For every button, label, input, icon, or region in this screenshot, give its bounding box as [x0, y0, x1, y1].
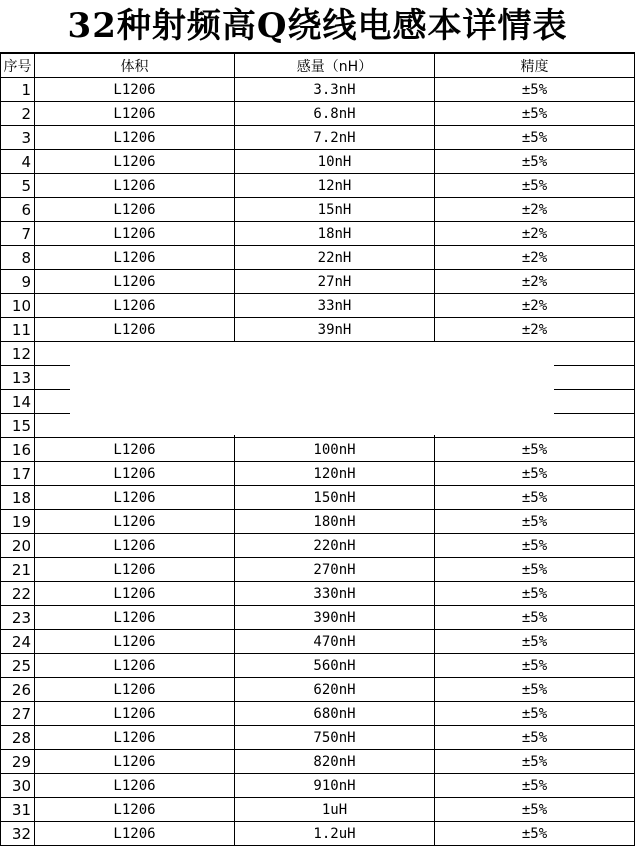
header-index: 序号 [1, 54, 35, 78]
row-inductance: 750nH [235, 726, 435, 750]
row-inductance: 270nH [235, 558, 435, 582]
table-row [1, 294, 635, 318]
table-row [1, 630, 635, 654]
row-inductance: 33nH [235, 294, 435, 318]
table-row [1, 654, 635, 678]
row-size: L1206 [35, 150, 235, 174]
row-size: L1206 [35, 102, 235, 126]
row-index: 16 [1, 438, 35, 462]
table-row [1, 246, 635, 270]
table-row [1, 702, 635, 726]
row-inductance: 330nH [235, 582, 435, 606]
row-tolerance: ±5% [435, 126, 635, 150]
row-tolerance: ±5% [435, 798, 635, 822]
row-size: L1206 [35, 774, 235, 798]
row-size: L1206 [35, 126, 235, 150]
row-size: L1206 [35, 486, 235, 510]
row-size: L1206 [35, 510, 235, 534]
table-row [1, 150, 635, 174]
row-index: 29 [1, 750, 35, 774]
row-index: 9 [1, 270, 35, 294]
row-tolerance: ±5% [435, 558, 635, 582]
row-inductance: 1.2uH [235, 822, 435, 846]
row-tolerance: ±5% [435, 750, 635, 774]
table-row [1, 198, 635, 222]
row-tolerance: ±5% [435, 582, 635, 606]
row-tolerance: ±5% [435, 774, 635, 798]
row-size: L1206 [35, 726, 235, 750]
row-tolerance: ±5% [435, 102, 635, 126]
table-row [1, 534, 635, 558]
row-index: 12 [1, 342, 35, 366]
row-inductance: 7.2nH [235, 126, 435, 150]
row-size: L1206 [35, 798, 235, 822]
row-inductance: 620nH [235, 678, 435, 702]
row-tolerance: ±5% [435, 726, 635, 750]
row-size: L1206 [35, 438, 235, 462]
row-tolerance: ±5% [435, 606, 635, 630]
row-index: 25 [1, 654, 35, 678]
row-size: L1206 [35, 78, 235, 102]
table-row [1, 438, 635, 462]
table-row [1, 126, 635, 150]
row-inductance: 390nH [235, 606, 435, 630]
inductor-table [0, 53, 635, 846]
row-index: 8 [1, 246, 35, 270]
row-size: L1206 [35, 462, 235, 486]
row-inductance: 27nH [235, 270, 435, 294]
row-index: 32 [1, 822, 35, 846]
row-index: 15 [1, 414, 35, 438]
row-inductance: 12nH [235, 174, 435, 198]
table-row [1, 558, 635, 582]
row-index: 22 [1, 582, 35, 606]
table-row [1, 750, 635, 774]
table-row [1, 678, 635, 702]
row-tolerance: ±5% [435, 174, 635, 198]
row-size: L1206 [35, 246, 235, 270]
row-inductance: 22nH [235, 246, 435, 270]
row-index: 24 [1, 630, 35, 654]
row-tolerance: ±5% [435, 822, 635, 846]
table-row [1, 318, 635, 342]
row-size: L1206 [35, 174, 235, 198]
table-row [1, 510, 635, 534]
row-tolerance: ±5% [435, 678, 635, 702]
row-size: L1206 [35, 198, 235, 222]
row-tolerance: ±5% [435, 462, 635, 486]
row-index: 30 [1, 774, 35, 798]
row-tolerance: ±5% [435, 534, 635, 558]
row-inductance: 3.3nH [235, 78, 435, 102]
table-row [1, 606, 635, 630]
row-tolerance: ±2% [435, 318, 635, 342]
row-index: 21 [1, 558, 35, 582]
table-row [1, 222, 635, 246]
table-row [1, 774, 635, 798]
table-row [1, 822, 635, 846]
table-row [1, 78, 635, 102]
row-index: 10 [1, 294, 35, 318]
row-size: L1206 [35, 822, 235, 846]
row-size: L1206 [35, 270, 235, 294]
row-index: 13 [1, 366, 35, 390]
row-size: L1206 [35, 750, 235, 774]
row-inductance: 10nH [235, 150, 435, 174]
table-header-row [1, 54, 635, 78]
row-size: L1206 [35, 222, 235, 246]
row-tolerance: ±5% [435, 510, 635, 534]
table-row [1, 102, 635, 126]
row-index: 31 [1, 798, 35, 822]
table-row [1, 462, 635, 486]
row-tolerance: ±2% [435, 198, 635, 222]
row-tolerance: ±5% [435, 654, 635, 678]
table-row [1, 726, 635, 750]
header-size: 体积 [35, 54, 235, 78]
row-tolerance: ±5% [435, 702, 635, 726]
row-inductance: 910nH [235, 774, 435, 798]
row-index: 28 [1, 726, 35, 750]
row-inductance: 820nH [235, 750, 435, 774]
row-inductance: 680nH [235, 702, 435, 726]
row-index: 4 [1, 150, 35, 174]
row-size: L1206 [35, 294, 235, 318]
row-size: L1206 [35, 318, 235, 342]
row-index: 27 [1, 702, 35, 726]
row-inductance: 120nH [235, 462, 435, 486]
row-index: 14 [1, 390, 35, 414]
row-inductance: 560nH [235, 654, 435, 678]
row-size: L1206 [35, 654, 235, 678]
row-inductance: 15nH [235, 198, 435, 222]
row-index: 23 [1, 606, 35, 630]
row-index: 2 [1, 102, 35, 126]
row-tolerance: ±5% [435, 630, 635, 654]
row-index: 18 [1, 486, 35, 510]
row-inductance: 180nH [235, 510, 435, 534]
row-tolerance: ±2% [435, 222, 635, 246]
row-index: 19 [1, 510, 35, 534]
table-body [1, 78, 635, 846]
row-index: 3 [1, 126, 35, 150]
header-inductance: 感量（nH） [235, 54, 435, 78]
row-tolerance: ±2% [435, 270, 635, 294]
row-tolerance: ±5% [435, 150, 635, 174]
row-size: L1206 [35, 606, 235, 630]
row-size: L1206 [35, 678, 235, 702]
row-inductance: 470nH [235, 630, 435, 654]
row-size: L1206 [35, 582, 235, 606]
row-size: L1206 [35, 558, 235, 582]
row-index: 26 [1, 678, 35, 702]
row-inductance: 150nH [235, 486, 435, 510]
row-index: 7 [1, 222, 35, 246]
row-tolerance: ±5% [435, 438, 635, 462]
row-index: 20 [1, 534, 35, 558]
row-tolerance: ±5% [435, 486, 635, 510]
row-tolerance: ±2% [435, 246, 635, 270]
row-size: L1206 [35, 702, 235, 726]
row-size: L1206 [35, 534, 235, 558]
row-index: 11 [1, 318, 35, 342]
table-row [1, 174, 635, 198]
row-inductance: 18nH [235, 222, 435, 246]
row-inductance: 220nH [235, 534, 435, 558]
row-index: 1 [1, 78, 35, 102]
table-row [1, 582, 635, 606]
table-row [1, 486, 635, 510]
row-size: L1206 [35, 630, 235, 654]
row-tolerance: ±5% [435, 78, 635, 102]
table-row [1, 798, 635, 822]
redaction-block [70, 342, 554, 435]
row-index: 5 [1, 174, 35, 198]
page-title: 32种射频高Q绕线电感本详情表 [67, 6, 568, 46]
row-tolerance: ±2% [435, 294, 635, 318]
row-index: 6 [1, 198, 35, 222]
header-tolerance: 精度 [435, 54, 635, 78]
row-inductance: 39nH [235, 318, 435, 342]
table-row [1, 270, 635, 294]
row-index: 17 [1, 462, 35, 486]
row-inductance: 100nH [235, 438, 435, 462]
row-inductance: 6.8nH [235, 102, 435, 126]
row-inductance: 1uH [235, 798, 435, 822]
